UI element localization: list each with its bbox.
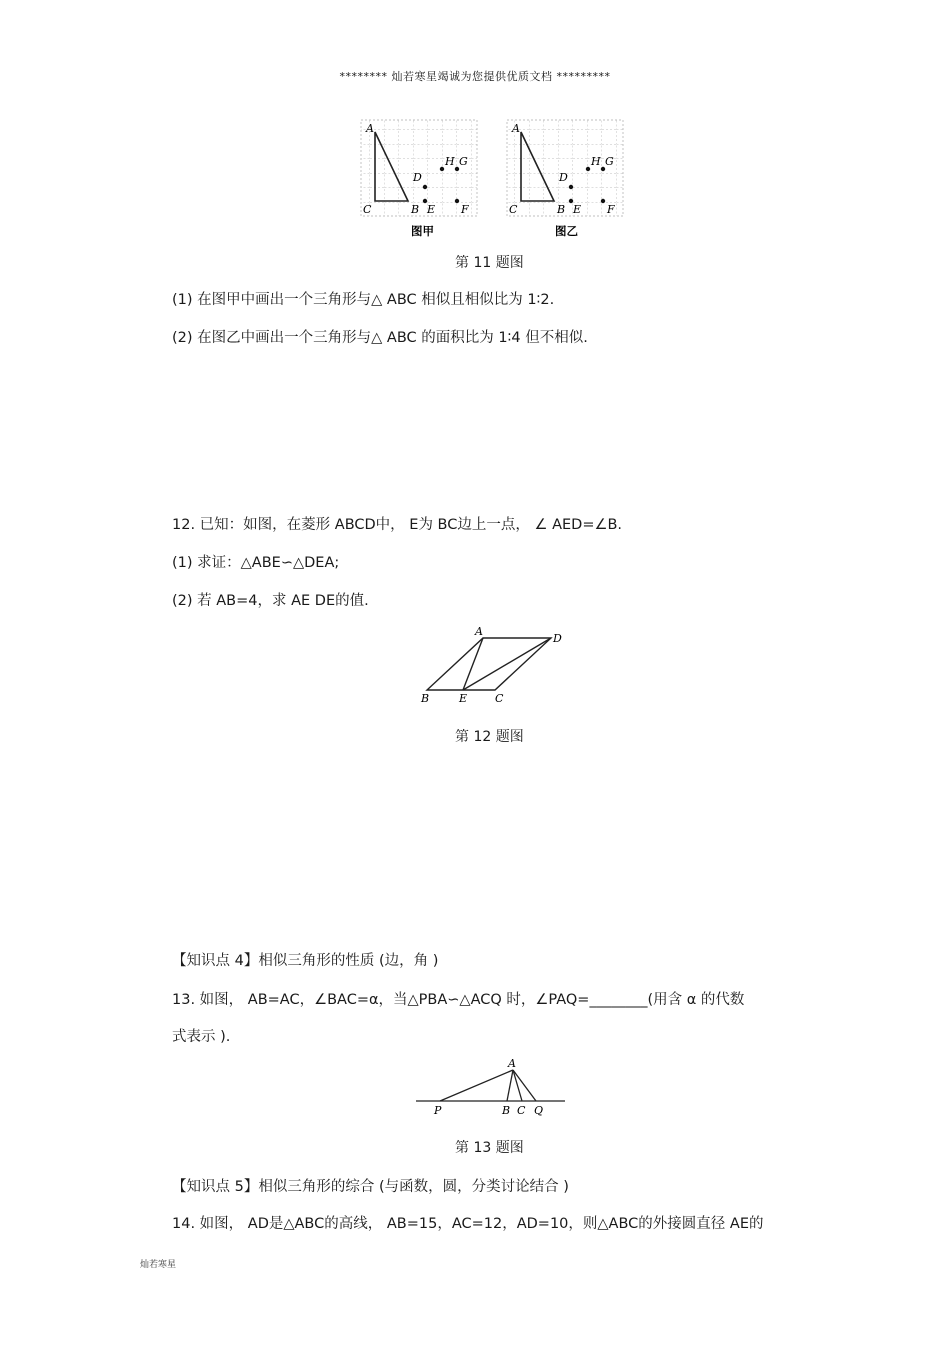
fig-right-label: 图乙	[555, 224, 578, 238]
q12-label-E: E	[459, 692, 468, 705]
q12-label-D: D	[553, 632, 562, 645]
q12-label-A: A	[475, 625, 483, 638]
q12-label-B: B	[421, 692, 430, 705]
q13-label-B: B	[502, 1104, 511, 1117]
fig-left-label: 图甲	[411, 224, 434, 238]
kp5-heading: 【知识点 5】相似三角形的综合 (与函数，圆，分类讨论结合 )	[172, 1179, 569, 1195]
fig11-caption: 第 11 题图	[455, 255, 524, 271]
q12-label-C: C	[495, 692, 504, 705]
page-header: ******** 灿若寒星竭诚为您提供优质文档 *********	[339, 70, 611, 83]
label-A: A	[366, 122, 374, 135]
label-F: F	[461, 203, 469, 216]
fig12-caption: 第 12 题图	[455, 729, 524, 745]
label-A-2: A	[512, 122, 520, 135]
q13-label-A: A	[508, 1057, 516, 1070]
label-B-2: B	[557, 203, 566, 216]
grid-left	[361, 120, 477, 238]
q13-label-Q: Q	[534, 1104, 544, 1117]
label-F-2: F	[607, 203, 615, 216]
label-D-2: D	[559, 171, 568, 184]
q12-part1: (1) 求证：△ABE∽△DEA;	[172, 555, 340, 571]
label-B: B	[411, 203, 420, 216]
figure-11	[355, 115, 630, 243]
kp4-heading: 【知识点 4】相似三角形的性质 (边，角 )	[172, 953, 439, 969]
label-E: E	[427, 203, 436, 216]
q14-line1: 14. 如图， AD是△ABC的高线， AB=15，AC=12，AD=10，则△ABC的外接圆直径 AE的	[172, 1216, 764, 1232]
q11-part2: (2) 在图乙中画出一个三角形与△ ABC 的面积比为 1∶4 但不相似.	[172, 330, 588, 346]
label-C: C	[363, 203, 372, 216]
figure-13	[410, 1055, 575, 1120]
q13-line2: 式表示 ).	[172, 1029, 231, 1045]
grid-right	[507, 120, 623, 238]
label-H: H	[445, 155, 455, 168]
q11-part1: (1) 在图甲中画出一个三角形与△ ABC 相似且相似比为 1∶2.	[172, 292, 555, 308]
q12-part2: (2) 若 AB=4，求 AE DE的值.	[172, 593, 369, 609]
q13-label-C: C	[517, 1104, 526, 1117]
label-D: D	[413, 171, 422, 184]
label-G: G	[459, 155, 468, 168]
figure-12	[415, 620, 575, 710]
label-H-2: H	[591, 155, 601, 168]
label-E-2: E	[573, 203, 582, 216]
q12-stem: 12. 已知：如图，在菱形 ABCD中， E为 BC边上一点， ∠ AED=∠B.	[172, 517, 623, 533]
page-footer: 灿若寒星	[140, 1260, 177, 1270]
label-C-2: C	[509, 203, 518, 216]
label-G-2: G	[605, 155, 614, 168]
fig13-caption: 第 13 题图	[455, 1140, 524, 1156]
q13-label-P: P	[434, 1104, 442, 1117]
q13-line1: 13. 如图， AB=AC，∠BAC=α，当△PBA∽△ACQ 时，∠PAQ=________(用含 α 的代数	[172, 992, 745, 1008]
